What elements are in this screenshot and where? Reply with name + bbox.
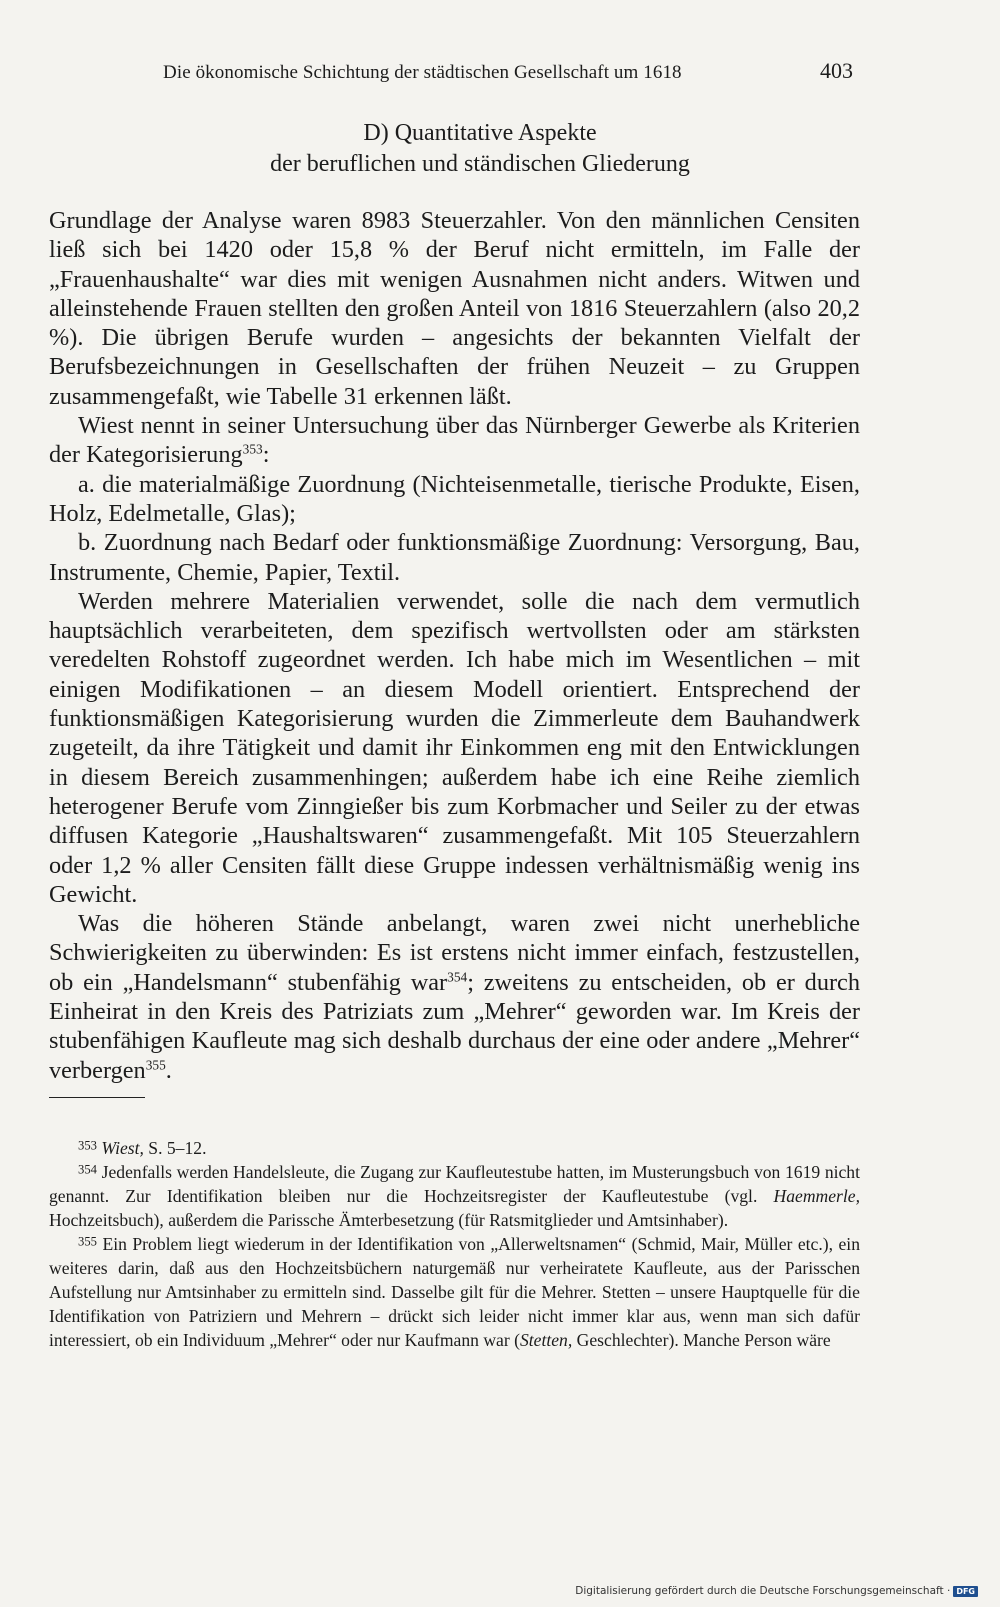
- footnote-text: Hochzeitsbuch), außerdem die Parissche Ämterbesetzung (für Ratsmitglieder und Amtsinhaber).: [49, 1210, 729, 1230]
- footnote-text: Jedenfalls werden Handelsleute, die Zugang zur Kaufleutestube hatten, im Musterungsbuch von 1619 nicht genannt. Zur Identifikation bleiben nur die Hochzeitsregister der Kaufleutestube (vgl.: [49, 1162, 860, 1206]
- footnote-author: Wiest,: [101, 1138, 144, 1158]
- paragraph-1: Grundlage der Analyse waren 8983 Steuerzahler. Von den männlichen Censiten ließ sich bei 1420 oder 15,8 % der Beruf nicht ermitteln, im Falle der „Frauenhaushalte“ war dies mit wenigen Ausnahmen nicht anders. Witwen und alleinstehende Frauen stellten den großen Anteil von 1816 Steuerzahlern (also 20,2 %). Die übrigen Berufe wurden – angesichts der bekannten Vielfalt der Berufsbezeichnungen in Gesellschaften der frühen Neuzeit – zu Gruppen zusammengefaßt, wie Tabelle 31 erkennen läßt.: [49, 207, 860, 410]
- footnote-355: [49, 1232, 860, 1352]
- page-number: 403: [820, 58, 853, 83]
- footnote-ref-354[interactable]: 354: [447, 969, 468, 985]
- paragraph-4: [49, 909, 860, 1085]
- running-title: Die ökonomische Schichtung der städtischen Gesellschaft um 1618: [163, 62, 682, 83]
- paragraph-2-end: :: [262, 441, 270, 469]
- digitization-credit: [575, 1585, 978, 1597]
- paragraph-3: Werden mehrere Materialien verwendet, solle die nach dem vermutlich hauptsächlich verarbeiteten, dem spezifisch wertvollsten oder am stärksten veredelten Rohstoff zugeordnet werden. Ich habe mich im Wesentlichen – mit einigen Modifikationen – an diesem Modell orientiert. Entsprechend der funktionsmäßigen Kategorisierung wurden die Zimmerleute dem Bauhandwerk zugeteilt, da ihre Tätigkeit und damit ihr Einkommen eng mit den Entwicklungen in diesem Bereich zusammenhingen; außerdem habe ich eine Reihe ziemlich heterogener Berufe vom Zinngießer bis zum Korbmacher und Seiler zu der etwas diffusen Kategorie „Haushaltswaren“ zusammengefaßt. Mit 105 Steuerzahlern oder 1,2 % aller Censiten fällt diese Gruppe indessen verhältnismäßig wenig ins Gewicht.: [49, 587, 860, 908]
- section-heading: [49, 118, 911, 180]
- paragraph-4-part-b: ; zweitens zu entscheiden, ob er durch Einheirat in den Kreis des Patriziats zum „Mehrer“ geworden war. Im Kreis der stubenfähigen Kaufleute mag sich deshalb durchaus der eine oder andere „Mehrer“ verbergen: [49, 968, 860, 1084]
- list-item-b: b. Zuordnung nach Bedarf oder funktionsmäßige Zuordnung: Versorgung, Bau, Instrumente, Chemie, Papier, Textil.: [49, 529, 860, 586]
- footnote-text: Ein Problem liegt wiederum in der Identifikation von „Allerweltsnamen“ (Schmid, Mair, Müller etc.), ein weiteres darin, daß aus den Hochzeitsbüchern naturgemäß nur verheiratete Kaufleute, aus der Parisschen Aufstellung nur Amtsinhaber zu ermitteln sind. Dasselbe gilt für die Mehrer. Stetten – unsere Hauptquelle für die Identifikation von Patriziern und Mehrern – drückt sich leider nicht immer klar aus, wenn man sich dafür interessiert, ob ein Individuum „Mehrer“ oder nur Kaufmann war (: [49, 1234, 860, 1350]
- section-title-line2: der beruflichen und ständischen Gliederung: [270, 151, 690, 177]
- footnotes: [49, 1136, 860, 1352]
- footnote-number: 354: [78, 1162, 97, 1177]
- footnote-author: Haemmerle,: [773, 1186, 860, 1206]
- running-header: [0, 58, 1000, 92]
- credit-text: Digitalisierung gefördert durch die Deutsche Forschungsgemeinschaft ·: [575, 1585, 951, 1597]
- paragraph-4-part-a: Was die höheren Stände anbelangt, waren zwei nicht unerhebliche Schwierigkeiten zu überwinden: Es ist erstens nicht immer einfach, festzustellen, ob ein „Handelsmann“ stubenfähig war: [49, 910, 860, 996]
- footnote-number: 355: [78, 1234, 97, 1249]
- dfg-logo-icon: DFG: [953, 1586, 978, 1597]
- footnote-author: Stetten,: [519, 1330, 573, 1350]
- paragraph-4-part-c: .: [165, 1056, 172, 1084]
- footnote-354: [49, 1160, 860, 1232]
- section-title-line1: Quantitative Aspekte: [394, 120, 597, 146]
- footnote-number: 353: [78, 1138, 97, 1153]
- paragraph-2-text: Wiest nennt in seiner Untersuchung über das Nürnberger Gewerbe als Kriterien der Kategorisierung: [49, 412, 860, 469]
- list-item-a: a. die materialmäßige Zuordnung (Nichteisenmetalle, tierische Produkte, Eisen, Holz, Edelmetalle, Glas);: [49, 470, 860, 527]
- footnote-divider: [49, 1097, 145, 1098]
- paragraph-2: [49, 411, 860, 470]
- footnote-ref-353[interactable]: 353: [242, 441, 263, 457]
- footnote-ref-355[interactable]: 355: [145, 1056, 166, 1072]
- footnote-text: Geschlechter). Manche Person wäre: [572, 1330, 831, 1350]
- footnote-353: [49, 1136, 860, 1160]
- section-marker: D: [363, 120, 381, 146]
- section-heading-line1: D) Quantitative Aspekte: [363, 120, 597, 146]
- main-text: [49, 206, 860, 1085]
- footnote-text: S. 5–12.: [143, 1138, 207, 1158]
